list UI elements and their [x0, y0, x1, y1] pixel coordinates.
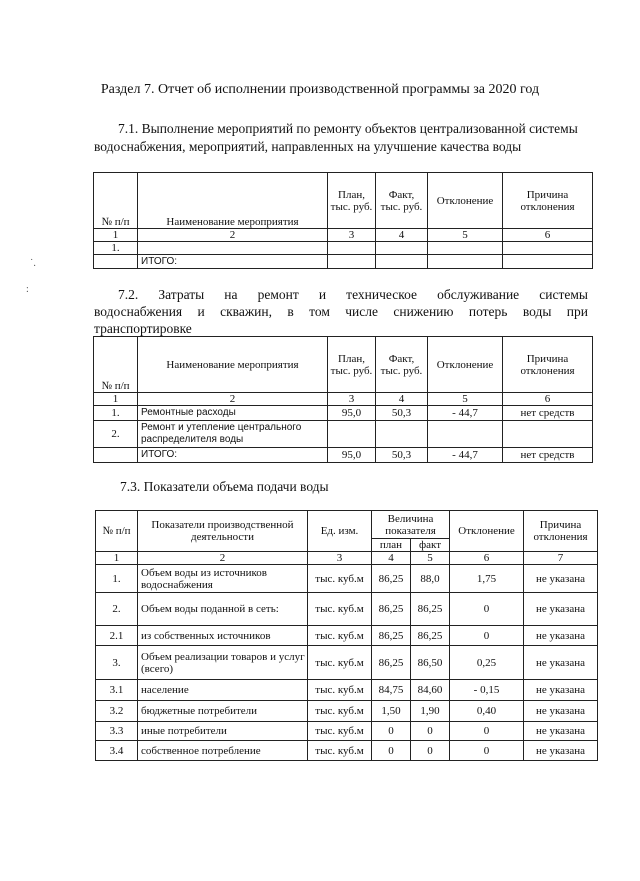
table-73-row-fact: 86,50 [411, 646, 450, 680]
table-73-row-unit: тыс. куб.м [308, 593, 372, 626]
table-73-row-reason: не указана [524, 722, 598, 741]
table-row [96, 626, 598, 646]
table-71-colnum: 5 [428, 229, 503, 242]
table-73-row-dev: 0 [450, 626, 524, 646]
table-71-colnum: 4 [376, 229, 428, 242]
table-73-row-fact: 1,90 [411, 701, 450, 722]
section-72-heading-line2: водоснабжения и скважин, в том числе снижению потерь воды при [94, 304, 588, 319]
table-73-header-fact: факт [411, 539, 450, 552]
table-73-row-name: собственное потребление [138, 741, 308, 761]
table-73-row-name: Объем реализации товаров и услуг (всего) [138, 646, 308, 680]
table-72-row-fact: 50,3 [376, 406, 428, 421]
table-73-header-name: Показатели производственной деятельности [138, 511, 308, 552]
table-72-row-num: 1. [94, 406, 138, 421]
table-73-row-dev: 0 [450, 593, 524, 626]
table-72-row-reason: нет средств [503, 406, 593, 421]
section-71-heading [94, 120, 594, 156]
margin-mark: : [26, 284, 29, 295]
table-72-total-fact: 50,3 [376, 448, 428, 463]
table-72-header-row [94, 337, 593, 393]
table-71-row1-num: 1. [94, 242, 138, 255]
table-73-header-reason: Причина отклонения [524, 511, 598, 552]
table-73-colnum: 3 [308, 552, 372, 565]
table-73-row-fact: 0 [411, 722, 450, 741]
table-73-row-fact: 88,0 [411, 565, 450, 593]
table-73-colnum: 7 [524, 552, 598, 565]
table-73-row-plan: 86,25 [372, 593, 411, 626]
table-73-row-unit: тыс. куб.м [308, 680, 372, 701]
table-73-row-name: Объем воды поданной в сеть: [138, 593, 308, 626]
table-72-row-name: Ремонтные расходы [138, 406, 328, 421]
table-72-header-num: № п/п [94, 337, 138, 393]
section-71-heading-line2: водоснабжения, мероприятий, направленных на улучшение качества воды [94, 139, 522, 154]
section-73-heading: 7.3. Показатели объема подачи воды [120, 479, 329, 494]
table-row [96, 593, 598, 626]
table-72-colnum: 6 [503, 393, 593, 406]
table-71-colnum: 2 [138, 229, 328, 242]
table-72-total-dev: - 44,7 [428, 448, 503, 463]
table-row [96, 646, 598, 680]
table-72-total-row [94, 448, 593, 463]
table-73-row-reason: не указана [524, 680, 598, 701]
table-71-total-row [94, 255, 593, 269]
table-72-total-reason: нет средств [503, 448, 593, 463]
table-row [96, 701, 598, 722]
table-72 [93, 336, 593, 463]
table-73-row-plan: 86,25 [372, 565, 411, 593]
table-73-row-plan: 0 [372, 722, 411, 741]
table-73-colnum: 1 [96, 552, 138, 565]
table-73-row-dev: 1,75 [450, 565, 524, 593]
table-row [94, 421, 593, 448]
table-73-row-plan: 86,25 [372, 626, 411, 646]
table-73-row-plan: 84,75 [372, 680, 411, 701]
table-72-colnum-row [94, 393, 593, 406]
table-73-header-row [96, 511, 598, 539]
table-73-colnum: 4 [372, 552, 411, 565]
table-73-row-plan: 86,25 [372, 646, 411, 680]
table-73-row-unit: тыс. куб.м [308, 565, 372, 593]
table-72-total-plan: 95,0 [328, 448, 376, 463]
table-71-header-reason: Причина отклонения [503, 173, 593, 229]
margin-mark: ˙. [30, 258, 36, 269]
table-72-header-name: Наименование мероприятия [138, 337, 328, 393]
table-73-header-num: № п/п [96, 511, 138, 552]
table-73-row-num: 3.1 [96, 680, 138, 701]
table-73 [95, 510, 598, 761]
table-73-row-fact: 0 [411, 741, 450, 761]
table-72-row-plan: 95,0 [328, 406, 376, 421]
table-73-colnum-row [96, 552, 598, 565]
table-71 [93, 172, 593, 269]
page-title: Раздел 7. Отчет об исполнении производственной программы за 2020 год [100, 82, 540, 97]
table-71-header-row [94, 173, 593, 229]
table-72-row-plan [328, 421, 376, 448]
table-71-colnum: 6 [503, 229, 593, 242]
table-71-header-fact: Факт, тыс. руб. [376, 173, 428, 229]
table-72-colnum: 5 [428, 393, 503, 406]
section-72-heading [94, 286, 588, 337]
table-72-colnum: 4 [376, 393, 428, 406]
table-72-header-fact: Факт, тыс. руб. [376, 337, 428, 393]
section-71-heading-line1: 7.1. Выполнение мероприятий по ремонту объектов централизованной системы [118, 121, 578, 136]
table-73-row-dev: 0 [450, 741, 524, 761]
table-73-row-name: население [138, 680, 308, 701]
table-73-header-dev: Отклонение [450, 511, 524, 552]
table-73-row-reason: не указана [524, 626, 598, 646]
table-73-header-unit: Ед. изм. [308, 511, 372, 552]
table-73-row-dev: 0 [450, 722, 524, 741]
table-73-colnum: 2 [138, 552, 308, 565]
table-73-row-unit: тыс. куб.м [308, 701, 372, 722]
table-73-row-unit: тыс. куб.м [308, 741, 372, 761]
table-72-header-reason: Причина отклонения [503, 337, 593, 393]
table-71-total-label: ИТОГО: [138, 255, 328, 269]
table-71-colnum: 1 [94, 229, 138, 242]
table-73-row-plan: 0 [372, 741, 411, 761]
table-row [96, 680, 598, 701]
table-73-row-unit: тыс. куб.м [308, 626, 372, 646]
table-73-row-num: 3.4 [96, 741, 138, 761]
section-72-heading-line1: 7.2. Затраты на ремонт и техническое обслуживание системы [118, 287, 588, 302]
table-73-colnum: 6 [450, 552, 524, 565]
table-72-colnum: 1 [94, 393, 138, 406]
table-72-header-plan: План, тыс. руб. [328, 337, 376, 393]
table-71-header-dev: Отклонение [428, 173, 503, 229]
table-73-row-dev: - 0,15 [450, 680, 524, 701]
table-72-total-label: ИТОГО: [138, 448, 328, 463]
table-73-row-num: 3. [96, 646, 138, 680]
table-73-row-num: 3.2 [96, 701, 138, 722]
table-73-row-num: 2. [96, 593, 138, 626]
section-72-heading-line3: транспортировке [94, 321, 192, 336]
table-72-row-dev [428, 421, 503, 448]
table-73-row-dev: 0,25 [450, 646, 524, 680]
table-73-row-reason: не указана [524, 701, 598, 722]
table-73-row-num: 3.3 [96, 722, 138, 741]
table-72-row-reason [503, 421, 593, 448]
table-row [96, 722, 598, 741]
table-72-row-name: Ремонт и утепление центрального распределителя воды [138, 421, 328, 448]
table-73-row-num: 2.1 [96, 626, 138, 646]
table-73-row-name: Объем воды из источников водоснабжения [138, 565, 308, 593]
table-72-colnum: 2 [138, 393, 328, 406]
table-73-row-reason: не указана [524, 565, 598, 593]
table-73-row-name: бюджетные потребители [138, 701, 308, 722]
table-73-row-name: из собственных источников [138, 626, 308, 646]
table-73-row-unit: тыс. куб.м [308, 646, 372, 680]
table-73-header-value: Величина показателя [372, 511, 450, 539]
table-73-header-plan: план [372, 539, 411, 552]
table-73-row-fact: 86,25 [411, 593, 450, 626]
table-73-row-unit: тыс. куб.м [308, 722, 372, 741]
table-72-header-dev: Отклонение [428, 337, 503, 393]
table-73-row-dev: 0,40 [450, 701, 524, 722]
table-row [96, 565, 598, 593]
table-72-row-fact [376, 421, 428, 448]
table-row [96, 741, 598, 761]
table-71-header-name: Наименование мероприятия [138, 173, 328, 229]
table-73-row-reason: не указана [524, 593, 598, 626]
table-71-header-plan: План, тыс. руб. [328, 173, 376, 229]
table-72-colnum: 3 [328, 393, 376, 406]
table-row [94, 242, 593, 255]
table-73-row-num: 1. [96, 565, 138, 593]
table-73-row-fact: 86,25 [411, 626, 450, 646]
table-72-row-dev: - 44,7 [428, 406, 503, 421]
table-73-row-reason: не указана [524, 646, 598, 680]
table-73-row-name: иные потребители [138, 722, 308, 741]
table-71-colnum-row [94, 229, 593, 242]
table-73-row-reason: не указана [524, 741, 598, 761]
table-73-row-plan: 1,50 [372, 701, 411, 722]
table-row [94, 406, 593, 421]
table-73-row-fact: 84,60 [411, 680, 450, 701]
table-71-header-num: № п/п [94, 173, 138, 229]
table-73-colnum: 5 [411, 552, 450, 565]
table-72-row-num: 2. [94, 421, 138, 448]
table-71-colnum: 3 [328, 229, 376, 242]
